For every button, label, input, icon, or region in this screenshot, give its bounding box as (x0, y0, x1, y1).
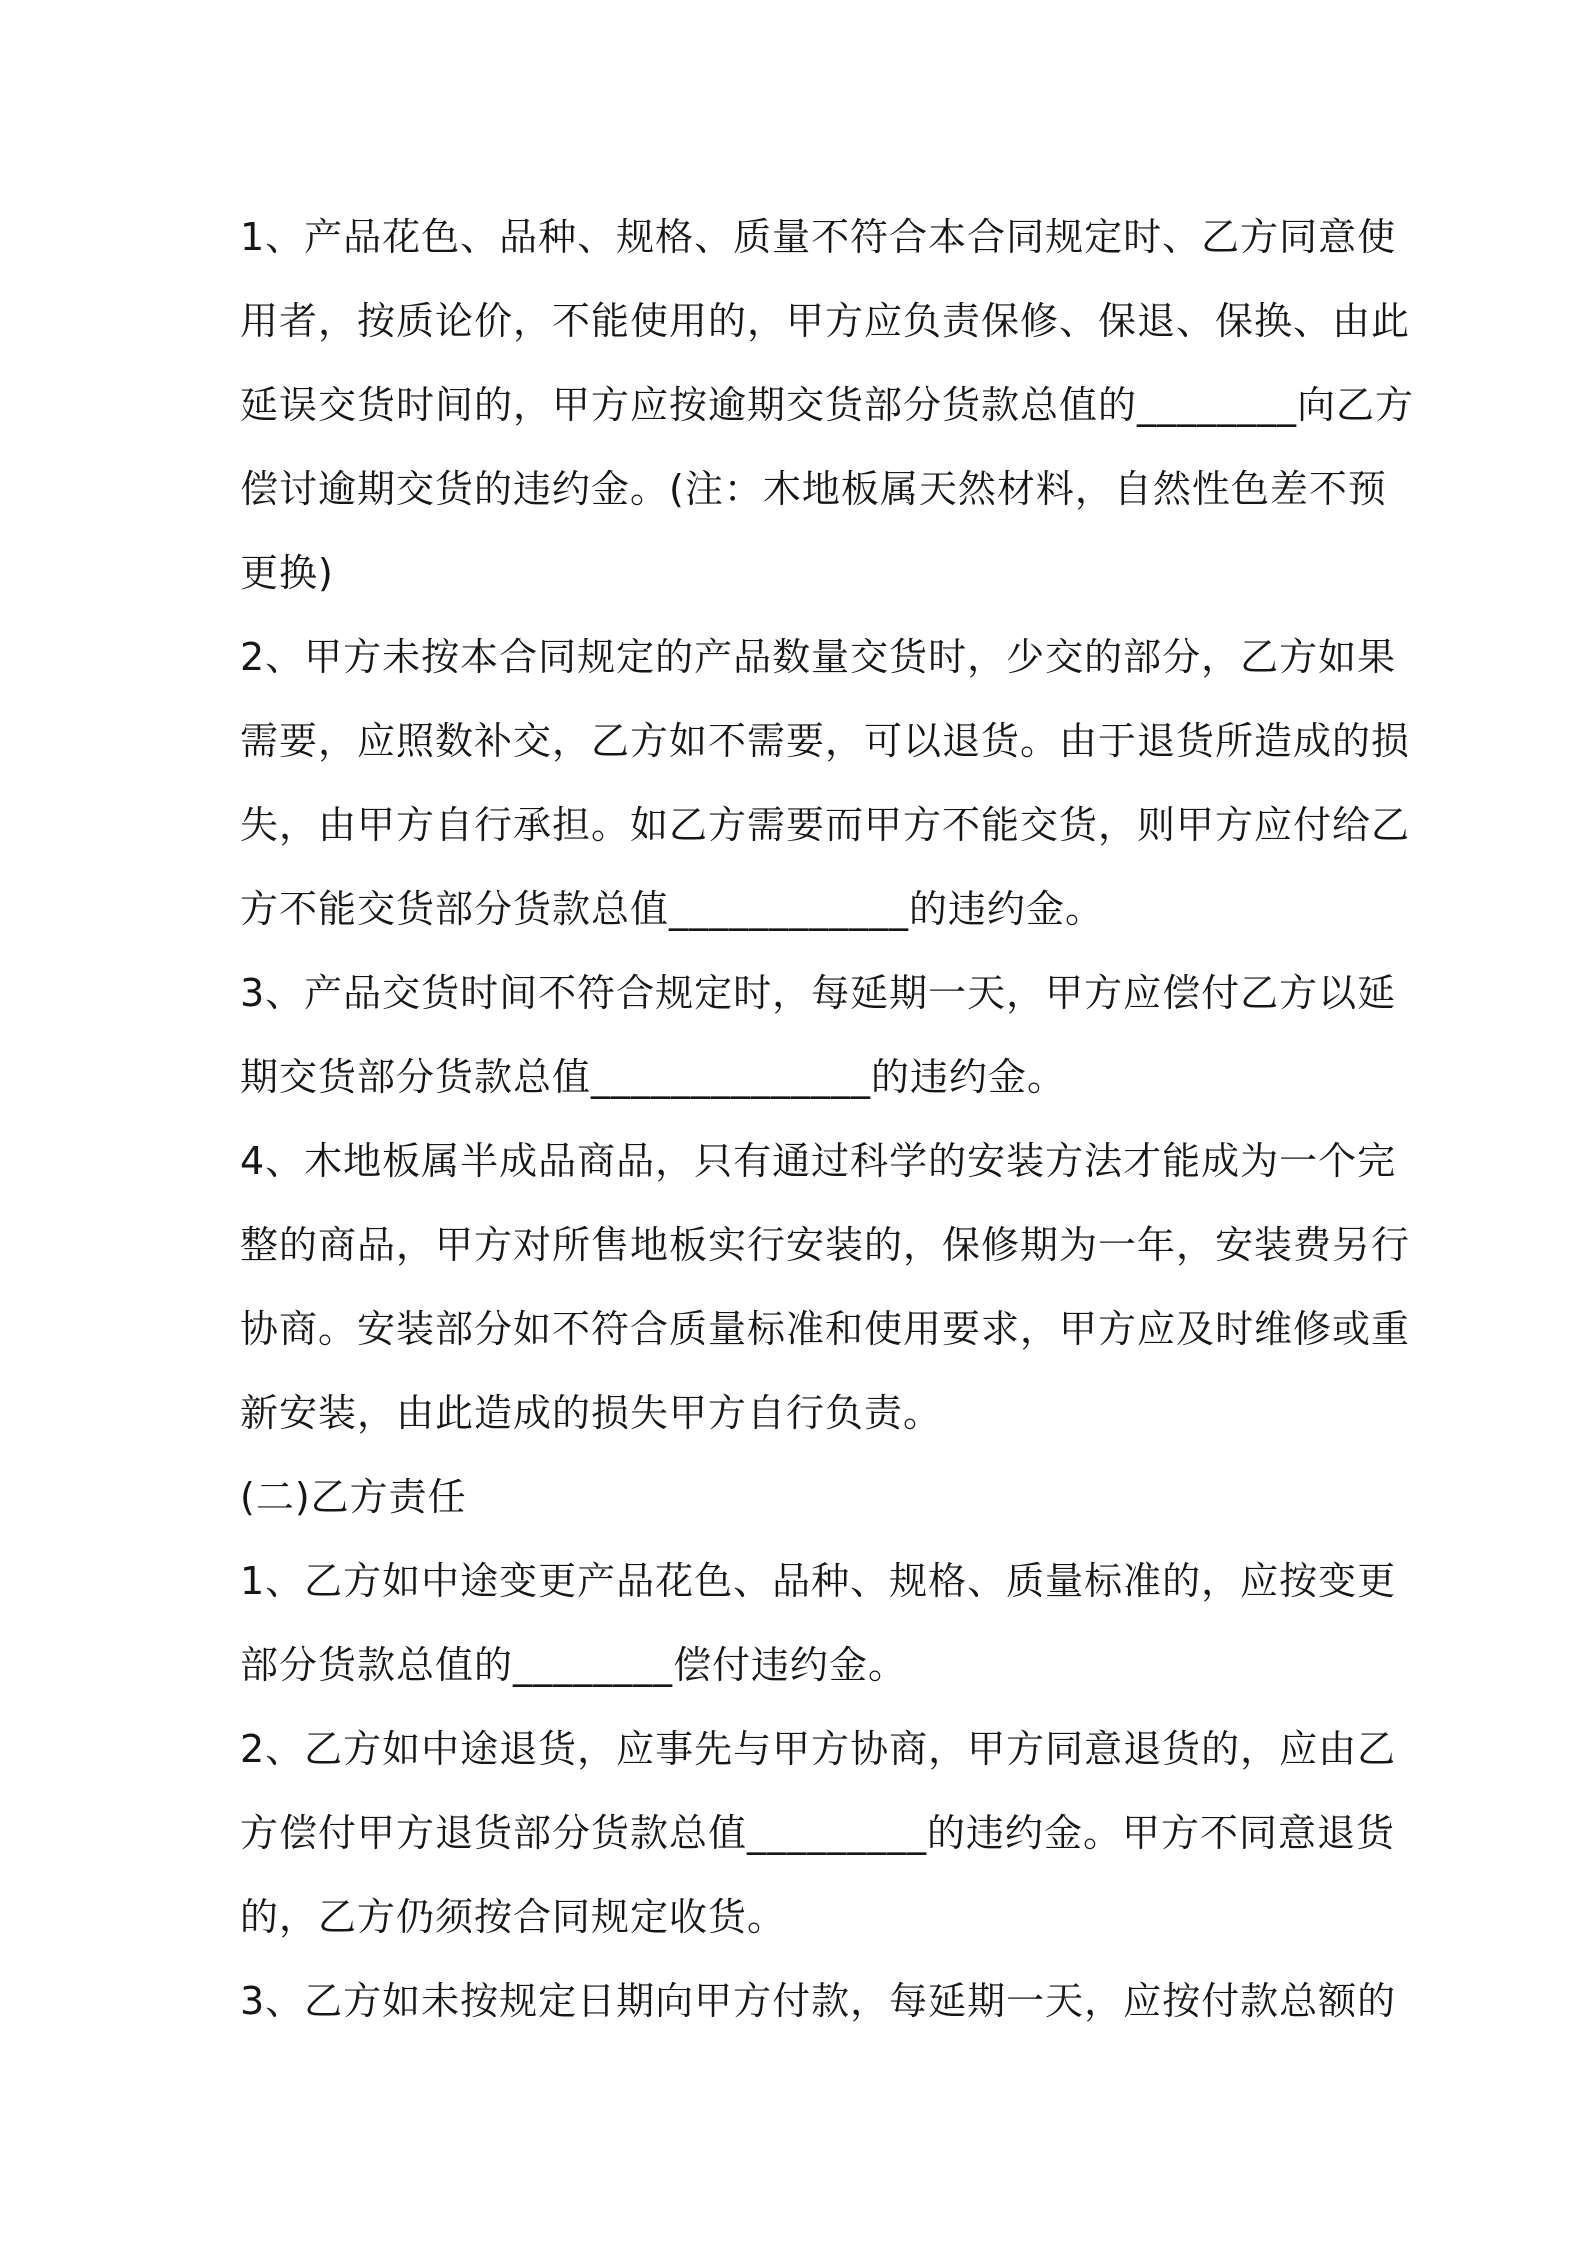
text-line: 4、木地板属半成品商品，只有通过科学的安装方法才能成为一个完 (240, 1139, 1397, 1183)
text-line: 1、乙方如中途变更产品花色、品种、规格、质量标准的，应按变更 (240, 1559, 1397, 1603)
text-line: 2、甲方未按本合同规定的产品数量交货时，少交的部分，乙方如果 (240, 635, 1397, 679)
text-line: 部分货款总值的________偿付违约金。 (240, 1643, 908, 1687)
text-line: 延误交货时间的，甲方应按逾期交货部分货款总值的________向乙方 (240, 383, 1415, 427)
text-line: 方偿付甲方退货部分货款总值_________的违约金。甲方不同意退货 (240, 1811, 1396, 1855)
text-line: 更换) (240, 551, 334, 595)
contract-body (240, 195, 1415, 2043)
text-line: 方不能交货部分货款总值____________的违约金。 (240, 887, 1105, 931)
text-line: 需要，应照数补交，乙方如不需要，可以退货。由于退货所造成的损 (240, 719, 1411, 763)
text-line: 3、乙方如未按规定日期向甲方付款，每延期一天，应按付款总额的 (240, 1979, 1397, 2023)
text-line: 的，乙方仍须按合同规定收货。 (240, 1895, 787, 1939)
text-line: 1、产品花色、品种、规格、质量不符合本合同规定时、乙方同意使 (240, 215, 1397, 259)
text-line: 协商。安装部分如不符合质量标准和使用要求，甲方应及时维修或重 (240, 1307, 1411, 1351)
text-line: 整的商品，甲方对所售地板实行安装的，保修期为一年，安装费另行 (240, 1223, 1411, 1267)
text-line: 偿讨逾期交货的违约金。(注：木地板属天然材料，自然性色差不预 (240, 467, 1387, 511)
text-line: 失，由甲方自行承担。如乙方需要而甲方不能交货，则甲方应付给乙 (240, 803, 1411, 847)
section-heading: (二)乙方责任 (240, 1475, 467, 1519)
text-line: 2、乙方如中途退货，应事先与甲方协商，甲方同意退货的，应由乙 (240, 1727, 1397, 1771)
text-line: 用者，按质论价，不能使用的，甲方应负责保修、保退、保换、由此 (240, 299, 1411, 343)
text-line: 期交货部分货款总值______________的违约金。 (240, 1055, 1067, 1099)
text-line: 3、产品交货时间不符合规定时，每延期一天，甲方应偿付乙方以延 (240, 971, 1397, 1015)
text-line: 新安装，由此造成的损失甲方自行负责。 (240, 1391, 943, 1435)
